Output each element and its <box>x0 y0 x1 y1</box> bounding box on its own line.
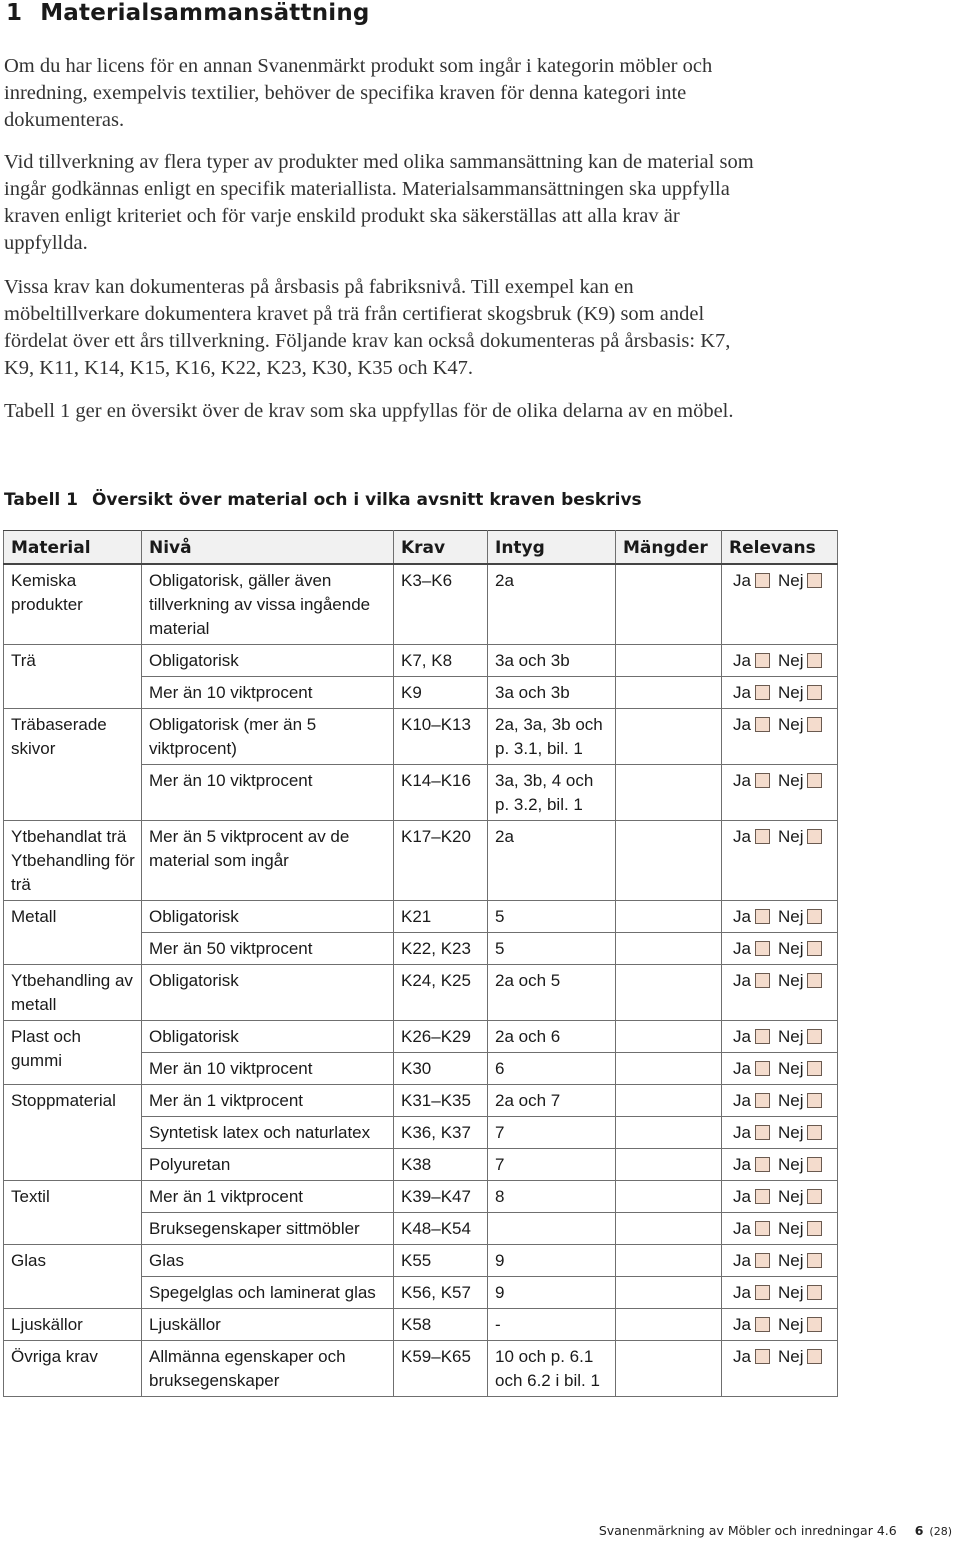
no-checkbox[interactable] <box>807 909 822 924</box>
cell-relevans <box>722 901 838 933</box>
cell-mangder <box>616 821 722 901</box>
cell-relevans <box>722 1085 838 1117</box>
footer-page-total: (28) <box>929 1525 952 1538</box>
cell-mangder <box>616 901 722 933</box>
no-label: Nej <box>777 715 804 734</box>
cell-intyg: 5 <box>488 933 616 965</box>
cell-mangder <box>616 677 722 709</box>
section-number: 1 <box>6 0 23 26</box>
header-material: Material <box>4 531 142 565</box>
yes-checkbox[interactable] <box>755 829 770 844</box>
cell-krav: K39–K47 <box>394 1181 488 1213</box>
cell-intyg: 5 <box>488 901 616 933</box>
cell-krav: K7, K8 <box>394 645 488 677</box>
cell-niva: Obligatorisk, gäller även tillverkning av vissa ingående material <box>142 564 394 645</box>
cell-mangder <box>616 765 722 821</box>
yes-label: Ja <box>733 1059 751 1078</box>
yes-checkbox[interactable] <box>755 1221 770 1236</box>
cell-relevans <box>722 1149 838 1181</box>
cell-niva: Mer än 50 viktprocent <box>142 933 394 965</box>
yes-checkbox[interactable] <box>755 717 770 732</box>
table-row <box>4 1181 838 1213</box>
no-checkbox[interactable] <box>807 1125 822 1140</box>
no-label: Nej <box>777 971 804 990</box>
yes-checkbox[interactable] <box>755 1125 770 1140</box>
cell-krav: K21 <box>394 901 488 933</box>
yes-checkbox[interactable] <box>755 1157 770 1172</box>
cell-intyg: 2a och 5 <box>488 965 616 1021</box>
cell-krav: K24, K25 <box>394 965 488 1021</box>
cell-relevans <box>722 1117 838 1149</box>
cell-niva: Obligatorisk <box>142 645 394 677</box>
cell-material: Metall <box>4 901 142 965</box>
cell-mangder <box>616 1085 722 1117</box>
cell-krav: K3–K6 <box>394 564 488 645</box>
cell-relevans <box>722 1309 838 1341</box>
cell-relevans <box>722 965 838 1021</box>
cell-material: Kemiska produkter <box>4 564 142 645</box>
table-row <box>4 564 838 645</box>
no-label: Nej <box>777 1123 804 1142</box>
table-row <box>4 1341 838 1397</box>
table-header-row <box>4 531 838 565</box>
no-label: Nej <box>777 1315 804 1334</box>
table-row <box>4 709 838 765</box>
table-row <box>4 965 838 1021</box>
yes-label: Ja <box>733 1187 751 1206</box>
cell-niva: Allmänna egenskaper och bruksegenskaper <box>142 1341 394 1397</box>
no-label: Nej <box>777 1155 804 1174</box>
cell-mangder <box>616 1341 722 1397</box>
header-niva: Nivå <box>142 531 394 565</box>
cell-intyg: 3a och 3b <box>488 645 616 677</box>
cell-intyg: 9 <box>488 1277 616 1309</box>
yes-label: Ja <box>733 651 751 670</box>
no-label: Nej <box>777 1251 804 1270</box>
yes-label: Ja <box>733 1091 751 1110</box>
table-row <box>4 901 838 933</box>
cell-krav: K26–K29 <box>394 1021 488 1053</box>
no-label: Nej <box>777 1283 804 1302</box>
cell-krav: K56, K57 <box>394 1277 488 1309</box>
no-label: Nej <box>777 827 804 846</box>
no-checkbox[interactable] <box>807 773 822 788</box>
no-checkbox[interactable] <box>807 1029 822 1044</box>
section-heading <box>6 0 370 26</box>
yes-label: Ja <box>733 1155 751 1174</box>
cell-relevans <box>722 1245 838 1277</box>
cell-mangder <box>616 1277 722 1309</box>
cell-intyg: 2a, 3a, 3b och p. 3.1, bil. 1 <box>488 709 616 765</box>
no-label: Nej <box>777 1059 804 1078</box>
yes-checkbox[interactable] <box>755 1093 770 1108</box>
cell-niva: Obligatorisk (mer än 5 viktprocent) <box>142 709 394 765</box>
cell-krav: K30 <box>394 1053 488 1085</box>
no-checkbox[interactable] <box>807 1189 822 1204</box>
yes-checkbox[interactable] <box>755 909 770 924</box>
yes-checkbox[interactable] <box>755 685 770 700</box>
cell-intyg: 2a och 6 <box>488 1021 616 1053</box>
cell-intyg <box>488 1213 616 1245</box>
no-checkbox[interactable] <box>807 653 822 668</box>
yes-label: Ja <box>733 1315 751 1334</box>
cell-mangder <box>616 645 722 677</box>
cell-mangder <box>616 1181 722 1213</box>
cell-niva: Polyuretan <box>142 1149 394 1181</box>
no-label: Nej <box>777 571 804 590</box>
paragraph-table-intro: Tabell 1 ger en översikt över de krav som ska uppfyllas för de olika delarna av en möbel. <box>4 400 734 422</box>
no-checkbox[interactable] <box>807 1349 822 1364</box>
table-row <box>4 1309 838 1341</box>
cell-niva: Ljuskällor <box>142 1309 394 1341</box>
cell-krav: K14–K16 <box>394 765 488 821</box>
cell-mangder <box>616 1117 722 1149</box>
cell-niva: Glas <box>142 1245 394 1277</box>
requirements-table <box>3 530 838 1397</box>
cell-mangder <box>616 1245 722 1277</box>
yes-checkbox[interactable] <box>755 773 770 788</box>
yes-label: Ja <box>733 715 751 734</box>
cell-material: Ytbehandling av metall <box>4 965 142 1021</box>
yes-label: Ja <box>733 1219 751 1238</box>
header-intyg: Intyg <box>488 531 616 565</box>
yes-checkbox[interactable] <box>755 1253 770 1268</box>
cell-relevans <box>722 1021 838 1053</box>
no-checkbox[interactable] <box>807 1221 822 1236</box>
cell-material: Textil <box>4 1181 142 1245</box>
cell-mangder <box>616 1053 722 1085</box>
cell-niva: Obligatorisk <box>142 965 394 1021</box>
cell-krav: K17–K20 <box>394 821 488 901</box>
no-checkbox[interactable] <box>807 941 822 956</box>
yes-label: Ja <box>733 771 751 790</box>
cell-relevans <box>722 1053 838 1085</box>
cell-mangder <box>616 1309 722 1341</box>
yes-checkbox[interactable] <box>755 653 770 668</box>
cell-material: Ytbehandlat trä Ytbehandling för trä <box>4 821 142 901</box>
yes-checkbox[interactable] <box>755 941 770 956</box>
no-checkbox[interactable] <box>807 717 822 732</box>
no-checkbox[interactable] <box>807 1093 822 1108</box>
table-caption-number: Tabell 1 <box>4 490 78 510</box>
no-label: Nej <box>777 771 804 790</box>
page-footer <box>599 1523 952 1538</box>
cell-material: Glas <box>4 1245 142 1309</box>
cell-mangder <box>616 1149 722 1181</box>
cell-niva: Obligatorisk <box>142 1021 394 1053</box>
table-row <box>4 1245 838 1277</box>
cell-relevans <box>722 564 838 645</box>
cell-mangder <box>616 965 722 1021</box>
no-checkbox[interactable] <box>807 1317 822 1332</box>
yes-label: Ja <box>733 571 751 590</box>
paragraph-manufacturing: Vid tillverkning av flera typer av produkter med olika sammansättning kan de material som ingår godkännas enligt en specifik materiallista. Materialsammansättningen ska uppfylla kraven enligt kriteriet och för varje enskild produkt ska säkerställas att alla krav är uppfyllda. <box>4 151 754 254</box>
no-label: Nej <box>777 939 804 958</box>
table-row <box>4 1085 838 1117</box>
cell-relevans <box>722 1277 838 1309</box>
yes-checkbox[interactable] <box>755 1189 770 1204</box>
no-checkbox[interactable] <box>807 1253 822 1268</box>
cell-mangder <box>616 933 722 965</box>
header-mangder: Mängder <box>616 531 722 565</box>
table-caption <box>4 490 642 510</box>
cell-niva: Mer än 10 viktprocent <box>142 677 394 709</box>
no-label: Nej <box>777 1091 804 1110</box>
yes-checkbox[interactable] <box>755 1349 770 1364</box>
cell-niva: Spegelglas och laminerat glas <box>142 1277 394 1309</box>
header-krav: Krav <box>394 531 488 565</box>
cell-krav: K22, K23 <box>394 933 488 965</box>
cell-mangder <box>616 1213 722 1245</box>
header-relevans: Relevans <box>722 531 838 565</box>
cell-krav: K58 <box>394 1309 488 1341</box>
cell-mangder <box>616 564 722 645</box>
no-checkbox[interactable] <box>807 573 822 588</box>
paragraph-annual-basis: Vissa krav kan dokumenteras på årsbasis på fabriksnivå. Till exempel kan en möbeltillverkare dokumentera kravet på trä från certifierat skogsbruk (K9) som andel fördelat över ett års tillverkning. Följande krav kan också dokumenteras på årsbasis: K7, K9, K11, K14, K15, K16, K22, K23, K30, K35 och K47. <box>4 276 731 379</box>
cell-krav: K36, K37 <box>394 1117 488 1149</box>
cell-krav: K48–K54 <box>394 1213 488 1245</box>
cell-intyg: 7 <box>488 1117 616 1149</box>
cell-krav: K31–K35 <box>394 1085 488 1117</box>
yes-label: Ja <box>733 907 751 926</box>
cell-intyg: 2a <box>488 821 616 901</box>
cell-relevans <box>722 1341 838 1397</box>
footer-version: 4.6 <box>876 1523 897 1538</box>
no-checkbox[interactable] <box>807 1285 822 1300</box>
no-label: Nej <box>777 1219 804 1238</box>
cell-relevans <box>722 933 838 965</box>
yes-checkbox[interactable] <box>755 973 770 988</box>
cell-niva: Mer än 5 viktprocent av de material som ingår <box>142 821 394 901</box>
cell-niva: Syntetisk latex och naturlatex <box>142 1117 394 1149</box>
table-row <box>4 821 838 901</box>
cell-niva: Mer än 1 viktprocent <box>142 1181 394 1213</box>
cell-intyg: 3a, 3b, 4 och p. 3.2, bil. 1 <box>488 765 616 821</box>
section-title: Materialsammansättning <box>40 0 370 26</box>
no-label: Nej <box>777 683 804 702</box>
cell-relevans <box>722 821 838 901</box>
yes-label: Ja <box>733 1283 751 1302</box>
cell-intyg: 8 <box>488 1181 616 1213</box>
cell-intyg: 3a och 3b <box>488 677 616 709</box>
cell-intyg: 2a <box>488 564 616 645</box>
yes-label: Ja <box>733 1251 751 1270</box>
yes-label: Ja <box>733 971 751 990</box>
yes-label: Ja <box>733 1027 751 1046</box>
cell-relevans <box>722 709 838 765</box>
cell-niva: Bruksegenskaper sittmöbler <box>142 1213 394 1245</box>
cell-intyg: 2a och 7 <box>488 1085 616 1117</box>
no-label: Nej <box>777 907 804 926</box>
no-checkbox[interactable] <box>807 685 822 700</box>
cell-material: Plast och gummi <box>4 1021 142 1085</box>
cell-niva: Mer än 10 viktprocent <box>142 1053 394 1085</box>
yes-label: Ja <box>733 1123 751 1142</box>
cell-niva: Mer än 10 viktprocent <box>142 765 394 821</box>
table-body <box>4 564 838 1397</box>
paragraph-license: Om du har licens för en annan Svanenmärkt produkt som ingår i kategorin möbler och inredning, exempelvis textilier, behöver de specifika kraven för denna kategori inte dokumenteras. <box>4 55 713 131</box>
no-label: Nej <box>777 1347 804 1366</box>
cell-material: Övriga krav <box>4 1341 142 1397</box>
cell-intyg: 9 <box>488 1245 616 1277</box>
footer-title: Svanenmärkning av Möbler och inredningar <box>598 1523 873 1538</box>
cell-relevans <box>722 645 838 677</box>
cell-krav: K10–K13 <box>394 709 488 765</box>
cell-krav: K9 <box>394 677 488 709</box>
cell-material: Trä <box>4 645 142 709</box>
yes-checkbox[interactable] <box>755 1061 770 1076</box>
yes-checkbox[interactable] <box>755 1029 770 1044</box>
cell-intyg: 7 <box>488 1149 616 1181</box>
cell-krav: K59–K65 <box>394 1341 488 1397</box>
yes-label: Ja <box>733 827 751 846</box>
no-checkbox[interactable] <box>807 829 822 844</box>
cell-relevans <box>722 1213 838 1245</box>
cell-krav: K38 <box>394 1149 488 1181</box>
cell-intyg: - <box>488 1309 616 1341</box>
yes-label: Ja <box>733 683 751 702</box>
cell-niva: Mer än 1 viktprocent <box>142 1085 394 1117</box>
no-label: Nej <box>777 1027 804 1046</box>
cell-material: Ljuskällor <box>4 1309 142 1341</box>
cell-material: Träbaserade skivor <box>4 709 142 821</box>
yes-checkbox[interactable] <box>755 573 770 588</box>
no-checkbox[interactable] <box>807 1061 822 1076</box>
cell-intyg: 6 <box>488 1053 616 1085</box>
footer-page-number: 6 <box>914 1523 924 1538</box>
yes-label: Ja <box>733 1347 751 1366</box>
yes-label: Ja <box>733 939 751 958</box>
cell-material: Stoppmaterial <box>4 1085 142 1181</box>
cell-relevans <box>722 677 838 709</box>
cell-mangder <box>616 1021 722 1053</box>
no-label: Nej <box>777 1187 804 1206</box>
no-checkbox[interactable] <box>807 1157 822 1172</box>
cell-mangder <box>616 709 722 765</box>
yes-checkbox[interactable] <box>755 1317 770 1332</box>
cell-relevans <box>722 1181 838 1213</box>
table-row <box>4 1021 838 1053</box>
no-label: Nej <box>777 651 804 670</box>
yes-checkbox[interactable] <box>755 1285 770 1300</box>
cell-niva: Obligatorisk <box>142 901 394 933</box>
table-caption-title: Översikt över material och i vilka avsnitt kraven beskrivs <box>91 490 642 510</box>
cell-intyg: 10 och p. 6.1 och 6.2 i bil. 1 <box>488 1341 616 1397</box>
cell-relevans <box>722 765 838 821</box>
table-row <box>4 645 838 677</box>
no-checkbox[interactable] <box>807 973 822 988</box>
cell-krav: K55 <box>394 1245 488 1277</box>
